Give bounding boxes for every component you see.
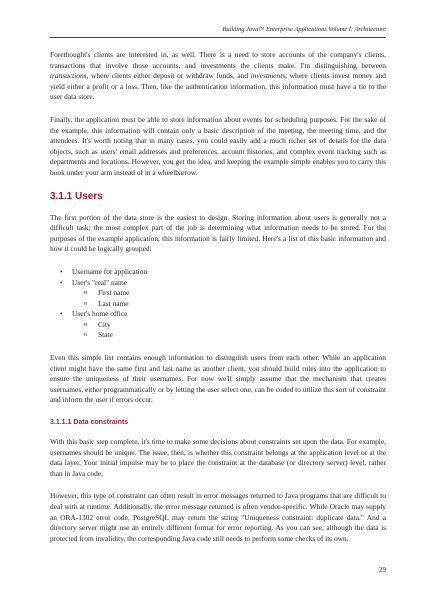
list-item-username: • Username for application [72, 267, 386, 278]
list-item-city: o City [98, 320, 386, 331]
section-heading-users: 3.1.1 Users [50, 190, 103, 202]
paragraph-forethought-clients: Forethought's clients are interested in, as well. There is a need to store accounts of the company's clients, transactions that involve those accounts, and investments the clients make. I'm distinguishing between transactions, where clients either deposit or withdraw funds, and investments, where clients invest money and yield either a profit or a loss. Then, like the authentication information, this information must have a tie to the user data store. [50, 50, 387, 102]
paragraph-events: Finally, the application must be able to store information about events for scheduling purposes. For the sake of the example, this information will contain only a basic description of the meeting, the meeting time, and the attendees. It's worth noting that in many cases, you could easily add a much richer set of details for the data objects, such as users' email addresses and preferences, account histories, and complex event tracking such as departments and locations. However, you get the idea, and keeping the example simple enables you to carry this book under your arm instead of in a wheelbarrow. [50, 114, 386, 177]
page-number: 29 [378, 566, 386, 574]
paragraph-username-uniqueness: Even this simple list contains enough information to distinguish users from each other. While an application client might have the same first and last name as another client, you should build rules into the application to ensure the uniqueness of their usernames. For now we'll simply assume that the mechanism that creates usernames, either programmatically or by letting the user select one, can be coded to utilize this sort of constraint and inform the user if errors occur. [50, 353, 386, 405]
list-item-last-name: o Last name [98, 299, 386, 310]
list-item-state: o State [98, 330, 386, 341]
paragraph-constraints-intro: With this basic step complete, it's time to make some decisions about constraints set upon the data. For example, usernames should be unique. The issue, then, is whether this constraint belongs at the application level or at the data layer. Your initial impulse may be to place the constraint at the database (or directory server) level, rather than in Java code. [50, 437, 386, 478]
paragraph-users-intro: The first portion of the data store is the easiest to design. Storing information about users is generally not a difficult task; the most complex part of the job is determining what information needs to be stored. For the purposes of the example application, this information is fairly limited. Here's a list of this basic information and how it could be logically grouped: [50, 212, 386, 254]
page-body [50, 50, 386, 556]
emphasis-transactions: transactions [50, 71, 87, 81]
list-item-first-name: o First name [98, 288, 386, 299]
running-header: Building Java™ Enterprise Applications Volume I: Architecture [222, 26, 386, 33]
emphasis-investments: investments [250, 71, 286, 81]
list-item-home-office: • User's home office o City o State [72, 309, 386, 341]
home-office-sublist [72, 320, 386, 341]
list-item-real-name: • User's "real" name o First name o Last name [72, 278, 386, 310]
subsection-heading-data-constraints: 3.1.1.1 Data constraints [50, 419, 129, 427]
header-rule [50, 37, 386, 38]
paragraph-constraints-errors: However, this type of constraint can often result in error messages returned to Java programs that are difficult to deal with at runtime. Additionally, the error message returned is often vendor-specific. While Oracle may supply an ORA-1302 error code, PostgreSQL may return the string "Uniqueness constraint: duplicate data." And a directory server might use an entirely different format for error reporting. As you can see, although the data is protected from invalidity, the corresponding Java code still needs to perform some checks of its own. [50, 491, 386, 543]
real-name-sublist [72, 288, 386, 309]
user-info-list [50, 267, 386, 341]
